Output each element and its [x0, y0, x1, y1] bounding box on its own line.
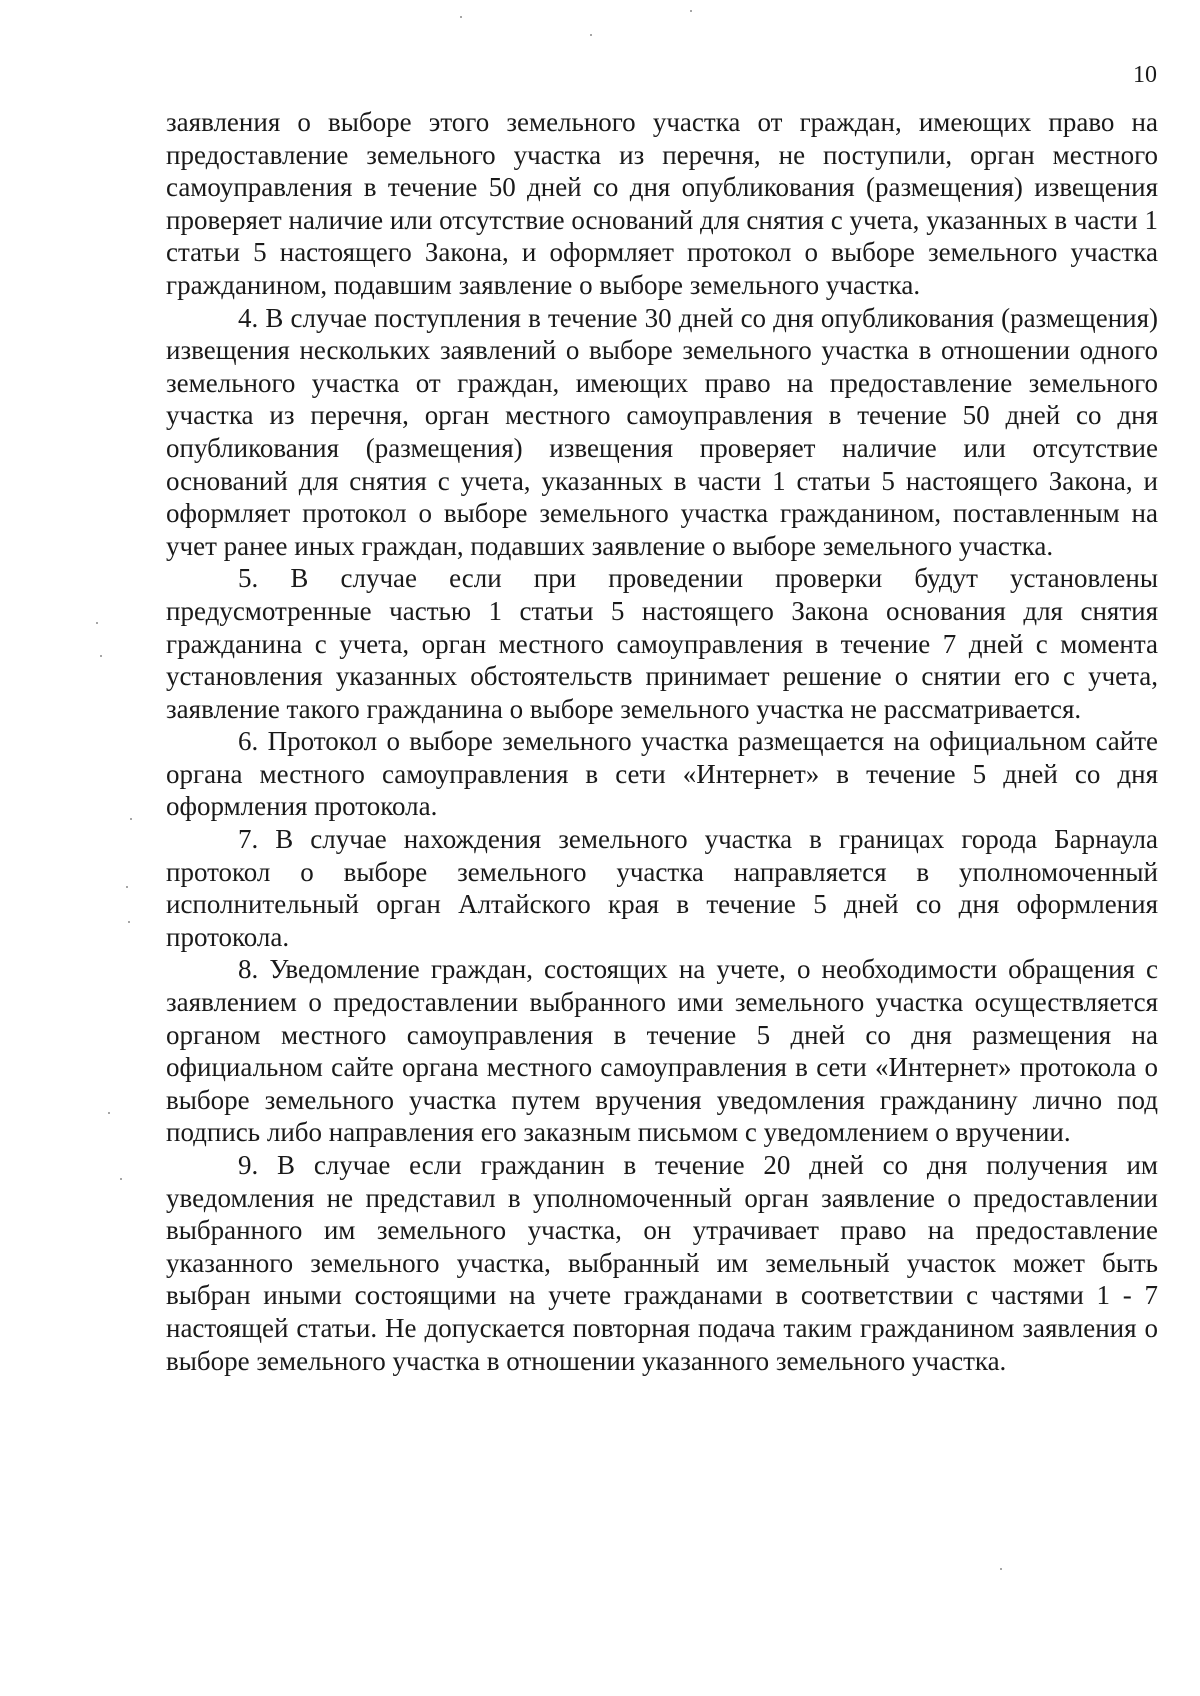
- scan-speck: [130, 818, 132, 820]
- paragraph-item-4: 4. В случае поступления в течение 30 дней со дня опубликования (размещения) извещения нескольких заявлений о выборе земельного участка в отношении одного земельного участка от граждан, имеющих право на предоставление земельного участка из перечня, орган местного самоуправления в течение 50 дней со дня опубликования (размещения) извещения проверяет наличие или отсутствие оснований для снятия с учета, указанных в части 1 статьи 5 настоящего Закона, и оформляет протокол о выборе земельного участка гражданином, поставленным на учет ранее иных граждан, подавших заявление о выборе земельного участка.: [166, 302, 1158, 561]
- page-number: 10: [1133, 62, 1157, 88]
- scan-speck: [1000, 1568, 1002, 1570]
- document-body: [166, 106, 1158, 1377]
- paragraph-item-5: 5. В случае если при проведении проверки будут установлены предусмотренные частью 1 статьи 5 настоящего Закона основания для снятия гражданина с учета, орган местного самоуправления в течение 7 дней с момента установления указанных обстоятельств принимает решение о снятии его с учета, заявление такого гражданина о выборе земельного участка не рассматривается.: [166, 563, 1158, 724]
- scan-speck: [460, 16, 462, 18]
- paragraph-item-7: 7. В случае нахождения земельного участка в границах города Барнаула протокол о выборе земельного участка направляется в уполномоченный исполнительный орган Алтайского края в течение 5 дней со дня оформления протокола.: [166, 824, 1158, 952]
- paragraph-item-8: 8. Уведомление граждан, состоящих на учете, о необходимости обращения с заявлением о предоставлении выбранного ими земельного участка осуществляется органом местного самоуправления в течение 5 дней со дня размещения на официальном сайте органа местного самоуправления в сети «Интернет» протокола о выборе земельного участка путем вручения уведомления гражданину лично под подпись либо направления его заказным письмом с уведомлением о вручении.: [166, 954, 1158, 1148]
- paragraph-item-6: 6. Протокол о выборе земельного участка размещается на официальном сайте органа местного самоуправления в сети «Интернет» в течение 5 дней со дня оформления протокола.: [166, 726, 1158, 822]
- paragraph-item-9: 9. В случае если гражданин в течение 20 дней со дня получения им уведомления не представил в уполномоченный орган заявление о предоставлении выбранного им земельного участка, он утрачивает право на предоставление указанного земельного участка, выбранный им земельный участок может быть выбран иными состоящими на учете гражданами в соответствии с частями 1 - 7 настоящей статьи. Не допускается повторная подача таким гражданином заявления о выборе земельного участка в отношении указанного земельного участка.: [166, 1150, 1158, 1376]
- scan-speck: [100, 655, 102, 657]
- paragraph-continuation: заявления о выборе этого земельного участка от граждан, имеющих право на предоставление земельного участка из перечня, не поступили, орган местного самоуправления в течение 50 дней со дня опубликования (размещения) извещения проверяет наличие или отсутствие оснований для снятия с учета, указанных в части 1 статьи 5 настоящего Закона, и оформляет протокол о выборе земельного участка гражданином, подавшим заявление о выборе земельного участка.: [166, 107, 1158, 300]
- scan-speck: [128, 921, 130, 923]
- scan-speck: [590, 34, 592, 36]
- scan-speck: [120, 1178, 122, 1180]
- scan-speck: [126, 886, 128, 888]
- scan-speck: [690, 10, 692, 12]
- scan-speck: [108, 1112, 110, 1114]
- scan-speck: [96, 622, 98, 624]
